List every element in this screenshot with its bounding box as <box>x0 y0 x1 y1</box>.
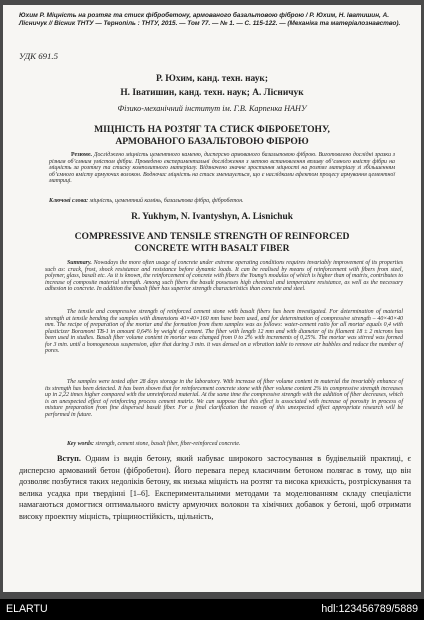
abstract-ua <box>49 152 395 185</box>
institution: Фізико-механічний інститут ім. Г.В. Карпенка НАНУ <box>117 104 307 113</box>
abstract-ua-text: Досліджено міцність цементного каменю, дисперсно армованого базальтовою фіброю. Виготовлено дослідні зразки з різним об’ємним умістом фібри. Проведено експериментальні дослідження з метою встановлення впливу об’ємного вмісту фібри на міцність за розтягу та стиску композитного матеріалу. Відзначено значне зростання міцності на розтяг матеріалу зі збільшенням об’ємного вмісту армуючих волокон. Водночас міцність на стиск зменшується, що є наслідками ефектом процесу армування цементної матриці. <box>49 152 395 184</box>
authors-en: R. Yukhym, N. Ivantyshyn, A. Lisnichuk <box>131 212 293 222</box>
title-ua-line2: АРМОВАНОГО БАЗАЛЬТОВОЮ ФІБРОЮ <box>115 136 309 147</box>
summary-en-p3: The samples were tested after 28 days storage in the laboratory. With increase of fiber volume content in material the invariably enhance of its strength has been detected. It has been shown that for reinforcement concrete stone with fiber volume content 2% its compressive strength increases up in 2,22 times higher compared with the unreinforced material. At the same time the compressive strength with the addition of fiber decreases, which is an unexpected effect of reinforcing process cement matrix. We can suppose that this effect is associated with increase of porosity in process of mixture preparation from fine dispersed basalt fiber. For a final clarification the reason of this unexpected effect appropriate research will be performed in future. <box>45 379 403 418</box>
citation-header: Юхим Р. Міцність на розтяг та стиск фібробетону, армованого базальтовою фіброю / Р. Юхим, Н. Іватишин, А. Лісничук // Вісник ТНТУ — Тернопіль : ТНТУ, 2015. — Том 77. — № 1. — С. 115-122. — (Механіка та матеріалознавство). <box>19 12 401 28</box>
keywords-en-text: strength, cement stone, basalt fiber, fiber-reinforced concrete. <box>95 441 241 447</box>
summary-en-text-p1: Nowadays the more often usage of concrete under extreme operating conditions requires invariably improvement of its properties such as: crack, frost, shock resistance and resistance before dynamic loads. It can be realised by means of reinforcement with fibers from steel, polymer, glass, basalt etc. As it is known, the reinforcement of concrete with fibers the Young’s modulus of which is higher than of matrix, contributes to increase of composite material strength. Among such fibers the basalt possesses high chemical and temperature resistance, as well as the necessary adhesion to concrete. In addition the basalt fiber has superior strength characteristics than concrete and steel. <box>45 260 403 292</box>
keywords-en-label: Key words: <box>67 441 94 447</box>
introduction <box>19 453 411 523</box>
summary-en-label: Summary. <box>67 260 92 266</box>
keywords-ua-label: Ключові слова: <box>49 198 89 204</box>
abstract-ua-label: Резюме. <box>71 152 93 158</box>
keywords-en <box>45 441 403 448</box>
title-en-line2: CONCRETE WITH BASALT FIBER <box>134 243 290 254</box>
keywords-ua <box>49 198 395 205</box>
handle-id: hdl:123456789/5889 <box>321 603 418 615</box>
authors-ua-line1: Р. Юхим, канд. техн. наук; <box>156 74 268 84</box>
title-ua-line1: МІЦНІСТЬ НА РОЗТЯГ ТА СТИСК ФІБРОБЕТОНУ, <box>94 124 330 135</box>
document-page <box>3 5 421 592</box>
udk-code: УДК 691.5 <box>19 51 58 61</box>
summary-en-p2: The tensile and compressive strength of reinforced cement stone with basalt fibers has been investigated. For determination of material strength at tensile bending the samples with dimensions 40×40×160 mm have been used, and for determination of compressive strength – 40×40×40 mm. The recipe of preparation of the mortar and the formation from them samples was as follows: water-cement ratio for all mortar equals 0,4 with plasticizer Boramont TB-1 in amount 0,64% by weight of cement. The fiber with length 12 mm and with diameter of its filament 18 ± 2 microns has been used in studies. Basalt fiber volume content in mortar was changed from 0 to 2% with increments of 0,25%. The mortar was stirred was formed for 3 min. until a homogeneous suspension, after that during 3 min. it was densed on a vibration table to remove air bubbles and reduce the number of pores. <box>45 309 403 354</box>
intro-label: Вступ. <box>57 454 81 463</box>
intro-text: Одним із видів бетону, який набуває широкого застосування в будівельній практиці, є дисперсно армований бетон (фібробетон). Його перевага перед класичним бетоном полягає в тому, що він дозволяє позбутися таких недоліків бетону, як низька міцність на розтяг та висока крихкість, розтріскування та велика усадка при твердінні [1–6]. Експериментальними методами та моделюванням складу спеціалісти намагаються домогтися оптимального вмісту армуючих волокон та хімічних добавок у бетоні, щоб отримати високу проектну міцність, тріщиностійкість, щільність, <box>19 454 412 521</box>
footer-bar <box>0 599 424 620</box>
repository-name: ELARTU <box>6 603 48 615</box>
keywords-ua-text: міцність, цементний камінь, базальтова фібра, фібробетон. <box>89 198 244 204</box>
summary-en-p1 <box>45 260 403 293</box>
authors-ua-line2: Н. Іватишин, канд. техн. наук; А. Лісничук <box>120 88 304 98</box>
title-en-line1: COMPRESSIVE AND TENSILE STRENGTH OF REINFORCED <box>74 231 350 242</box>
